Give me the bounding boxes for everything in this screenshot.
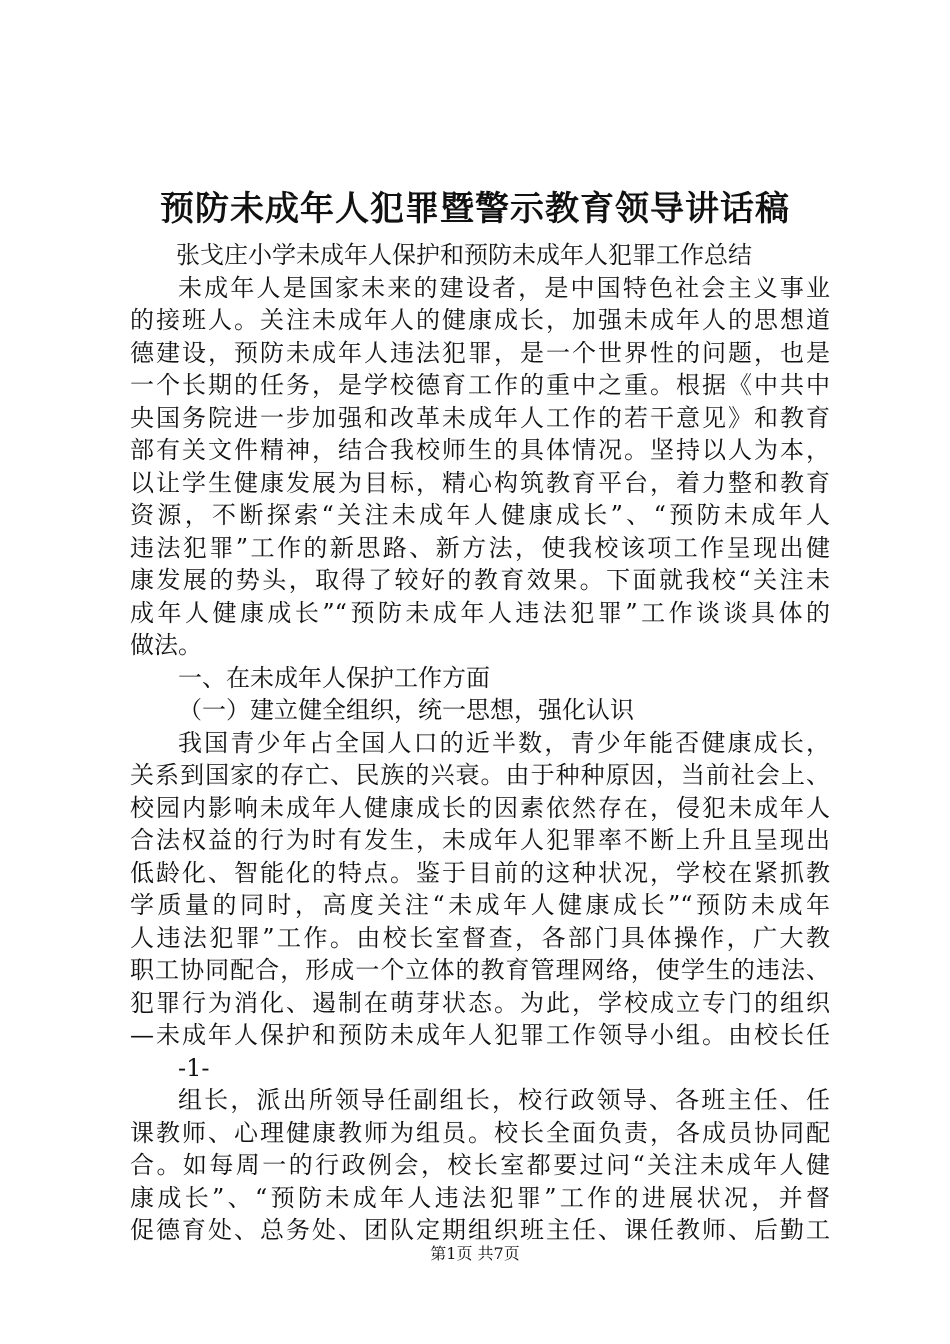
body-line: 关系到国家的存亡、民族的兴衰。由于种种原因，当前社会上、: [130, 761, 830, 789]
page-footer: 第1页 共7页: [430, 1244, 520, 1263]
body-line: 康成长”、“预防未成年人违法犯罪”工作的进展状况，并督: [130, 1183, 830, 1212]
subsection-heading: （一）建立健全组织，统一思想，强化认识: [178, 696, 634, 724]
body-line: 央国务院进一步加强和改革未成年人工作的若干意见》和教育: [130, 403, 830, 432]
document-subtitle: 张戈庄小学未成年人保护和预防未成年人犯罪工作总结: [176, 241, 752, 269]
body-line: 部有关文件精神，结合我校师生的具体情况。坚持以人为本，: [130, 436, 830, 464]
body-line: 成年人健康成长”“预防未成年人违法犯罪”工作谈谈具体的: [130, 598, 830, 627]
body-line: 德建设，预防未成年人违法犯罪，是一个世界性的问题，也是: [130, 338, 830, 367]
body-line: 的接班人。关注未成年人的健康成长，加强未成年人的思想道: [130, 306, 830, 334]
body-line: 一个长期的任务，是学校德育工作的重中之重。根据《中共中: [130, 371, 830, 399]
body-line: 我国青少年占全国人口的近半数，青少年能否健康成长，: [178, 728, 830, 757]
body-line: 人违法犯罪”工作。由校长室督查，各部门具体操作，广大教: [130, 923, 830, 952]
body-line: 合法权益的行为时有发生，未成年人犯罪率不断上升且呈现出: [130, 826, 830, 854]
body-line: 合。如每周一的行政例会，校长室都要过问“关注未成年人健: [130, 1151, 830, 1179]
body-line: 课教师、心理健康教师为组员。校长全面负责，各成员协同配: [130, 1118, 830, 1147]
section-heading: 一、在未成年人保护工作方面: [178, 663, 490, 692]
body-line: 以让学生健康发展为目标，精心构筑教育平台，着力整和教育: [130, 468, 830, 497]
body-line: 低龄化、智能化的特点。鉴于目前的这种状况，学校在紧抓教: [130, 858, 830, 887]
body-line: 做法。: [130, 631, 202, 659]
body-line: 违法犯罪”工作的新思路、新方法，使我校该项工作呈现出健: [130, 533, 830, 562]
body-line: 职工协同配合，形成一个立体的教育管理网络，使学生的违法、: [130, 956, 830, 984]
body-line: 组长，派出所领导任副组长，校行政领导、各班主任、任: [178, 1086, 830, 1114]
body-line: 犯罪行为消化、遏制在萌芽状态。为此，学校成立专门的组织: [130, 988, 830, 1017]
body-line: 校园内影响未成年人健康成长的因素依然存在，侵犯未成年人: [130, 793, 830, 822]
body-line: 学质量的同时，高度关注“未成年人健康成长”“预防未成年: [130, 891, 830, 919]
inline-page-number: -1-: [178, 1053, 210, 1082]
body-line: 未成年人是国家未来的建设者，是中国特色社会主义事业: [178, 273, 830, 302]
body-line: —未成年人保护和预防未成年人犯罪工作领导小组。由校长任: [130, 1021, 830, 1049]
document-body: [130, 239, 830, 1247]
body-line: 资源，不断探索“关注未成年人健康成长”、“预防未成年人: [130, 501, 830, 529]
document-title: 预防未成年人犯罪暨警示教育领导讲话稿: [160, 189, 790, 229]
body-line: 促德育处、总务处、团队定期组织班主任、课任教师、后勤工: [130, 1216, 830, 1244]
body-line: 康发展的势头，取得了较好的教育效果。下面就我校“关注未: [130, 566, 830, 594]
